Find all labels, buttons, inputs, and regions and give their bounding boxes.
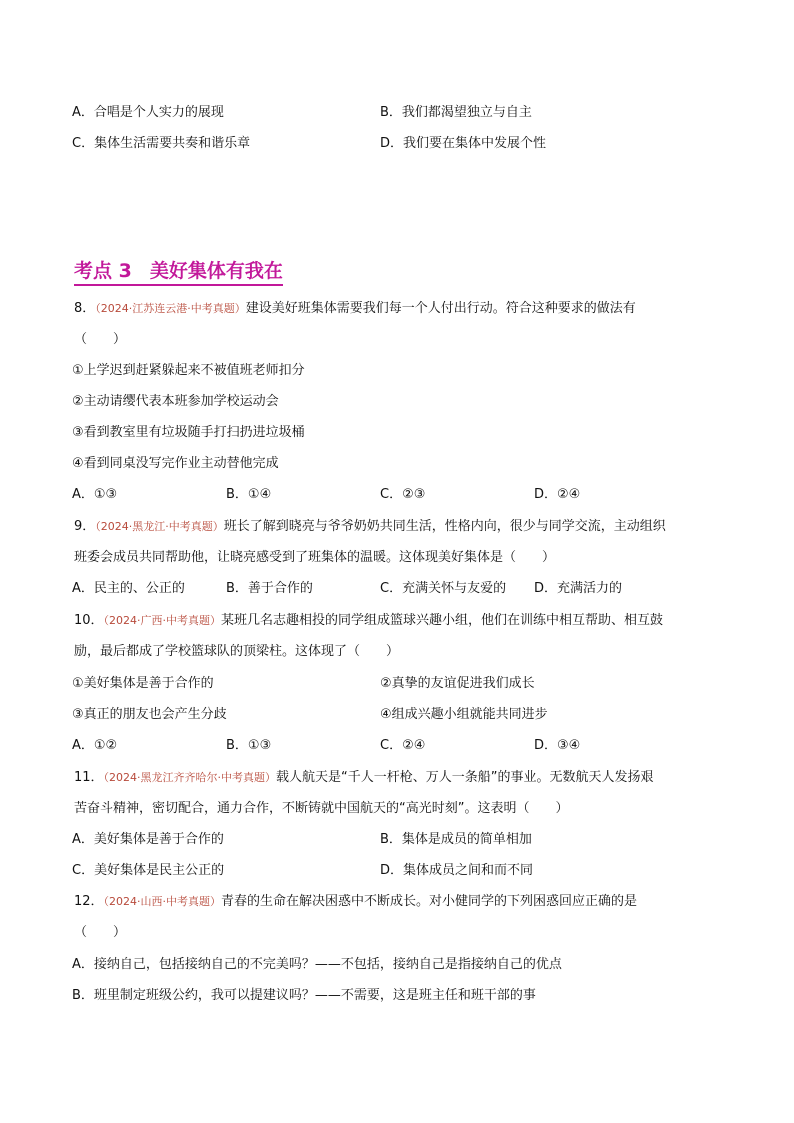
q9-stem-line2: 班委会成员共同帮助他，让晓亮感受到了班集体的温暖。这体现美好集体是（ ） bbox=[74, 550, 556, 565]
q10-item-2: ②真挚的友谊促进我们成长 bbox=[380, 676, 535, 691]
q11-number: 11． bbox=[74, 770, 104, 785]
q8-option-d: D．②④ bbox=[534, 487, 581, 502]
q10-stem-line2: 励，最后都成了学校篮球队的顶梁柱。这体现了（ ） bbox=[74, 644, 400, 659]
q10-option-c: C．②④ bbox=[380, 738, 426, 753]
q11-stem-line2: 苦奋斗精神，密切配合，通力合作，不断铸就中国航天的“高光时刻”。这表明（ ） bbox=[74, 801, 569, 816]
q10-item-3: ③真正的朋友也会产生分歧 bbox=[72, 707, 227, 722]
q10-number: 10． bbox=[74, 613, 104, 628]
q8-item-2: ②主动请缨代表本班参加学校运动会 bbox=[72, 394, 279, 409]
q8-paren: （ ） bbox=[74, 332, 127, 347]
q10-item-1: ①美好集体是善于合作的 bbox=[72, 676, 214, 691]
q9-number: 9． bbox=[74, 519, 96, 534]
q8-option-a: A．①③ bbox=[72, 487, 118, 502]
q12-stem-text: 青春的生命在解决困惑中不断成长。对小健同学的下列困惑回应正确的是 bbox=[221, 894, 638, 909]
q12-number: 12． bbox=[74, 894, 104, 909]
q10-source: （2024·广西·中考真题） bbox=[103, 614, 222, 627]
q12-option-b: B．班里制定班级公约，我可以提建议吗？——不需要，这是班主任和班干部的事 bbox=[72, 988, 536, 1003]
q7-option-b: B．我们都渴望独立与自主 bbox=[380, 105, 532, 120]
q10-option-a: A．①② bbox=[72, 738, 118, 753]
q12-stem bbox=[74, 893, 637, 911]
q9-option-a: A．民主的、公正的 bbox=[72, 581, 185, 596]
q11-stem-line1 bbox=[74, 769, 654, 787]
q10-option-b: B．①③ bbox=[226, 738, 272, 753]
section-number: 考点 3 bbox=[74, 260, 132, 282]
q8-option-b: B．①④ bbox=[226, 487, 272, 502]
q10-stem-line1 bbox=[74, 612, 663, 630]
q9-option-b: B．善于合作的 bbox=[226, 581, 313, 596]
q7-option-a: A．合唱是个人实力的展现 bbox=[72, 105, 224, 120]
q10-stem-text1: 某班几名志趣相投的同学组成篮球兴趣小组，他们在训练中相互帮助、相互鼓 bbox=[221, 613, 664, 628]
q11-source: （2024·黑龙江齐齐哈尔·中考真题） bbox=[103, 771, 277, 784]
section-heading bbox=[74, 259, 283, 286]
q9-source: （2024·黑龙江·中考真题） bbox=[95, 520, 224, 533]
q8-source: （2024·江苏连云港·中考真题） bbox=[95, 302, 246, 315]
q9-stem-text1: 班长了解到晓亮与爷爷奶奶共同生活，性格内向，很少与同学交流，主动组织 bbox=[223, 519, 666, 534]
q7-option-c: C．集体生活需要共奏和谐乐章 bbox=[72, 136, 251, 151]
q11-option-c: C．美好集体是民主公正的 bbox=[72, 863, 225, 878]
q9-option-c: C．充满关怀与友爱的 bbox=[380, 581, 507, 596]
q10-item-4: ④组成兴趣小组就能共同进步 bbox=[380, 707, 548, 722]
q11-stem-text1: 载人航天是“千人一杆枪、万人一条船”的事业。无数航天人发扬艰 bbox=[276, 770, 654, 785]
q9-stem-line1 bbox=[74, 518, 666, 536]
q7-option-d: D．我们要在集体中发展个性 bbox=[380, 136, 547, 151]
q8-option-c: C．②③ bbox=[380, 487, 426, 502]
q11-option-a: A．美好集体是善于合作的 bbox=[72, 832, 224, 847]
q8-number: 8． bbox=[74, 301, 96, 316]
q11-option-b: B．集体是成员的简单相加 bbox=[380, 832, 532, 847]
q8-stem bbox=[74, 300, 636, 318]
q8-item-3: ③看到教室里有垃圾随手打扫扔进垃圾桶 bbox=[72, 425, 305, 440]
q8-item-4: ④看到同桌没写完作业主动替他完成 bbox=[72, 456, 279, 471]
q10-option-d: D．③④ bbox=[534, 738, 581, 753]
q12-source: （2024·山西·中考真题） bbox=[103, 895, 222, 908]
q12-option-a: A．接纳自己，包括接纳自己的不完美吗？——不包括，接纳自己是指接纳自己的优点 bbox=[72, 957, 562, 972]
q12-paren: （ ） bbox=[74, 925, 127, 940]
q9-option-d: D．充满活力的 bbox=[534, 581, 623, 596]
q8-item-1: ①上学迟到赶紧躲起来不被值班老师扣分 bbox=[72, 363, 305, 378]
q11-option-d: D．集体成员之间和而不同 bbox=[380, 863, 534, 878]
q8-stem-text: 建设美好班集体需要我们每一个人付出行动。符合这种要求的做法有 bbox=[245, 301, 636, 316]
section-title: 美好集体有我在 bbox=[149, 260, 283, 282]
